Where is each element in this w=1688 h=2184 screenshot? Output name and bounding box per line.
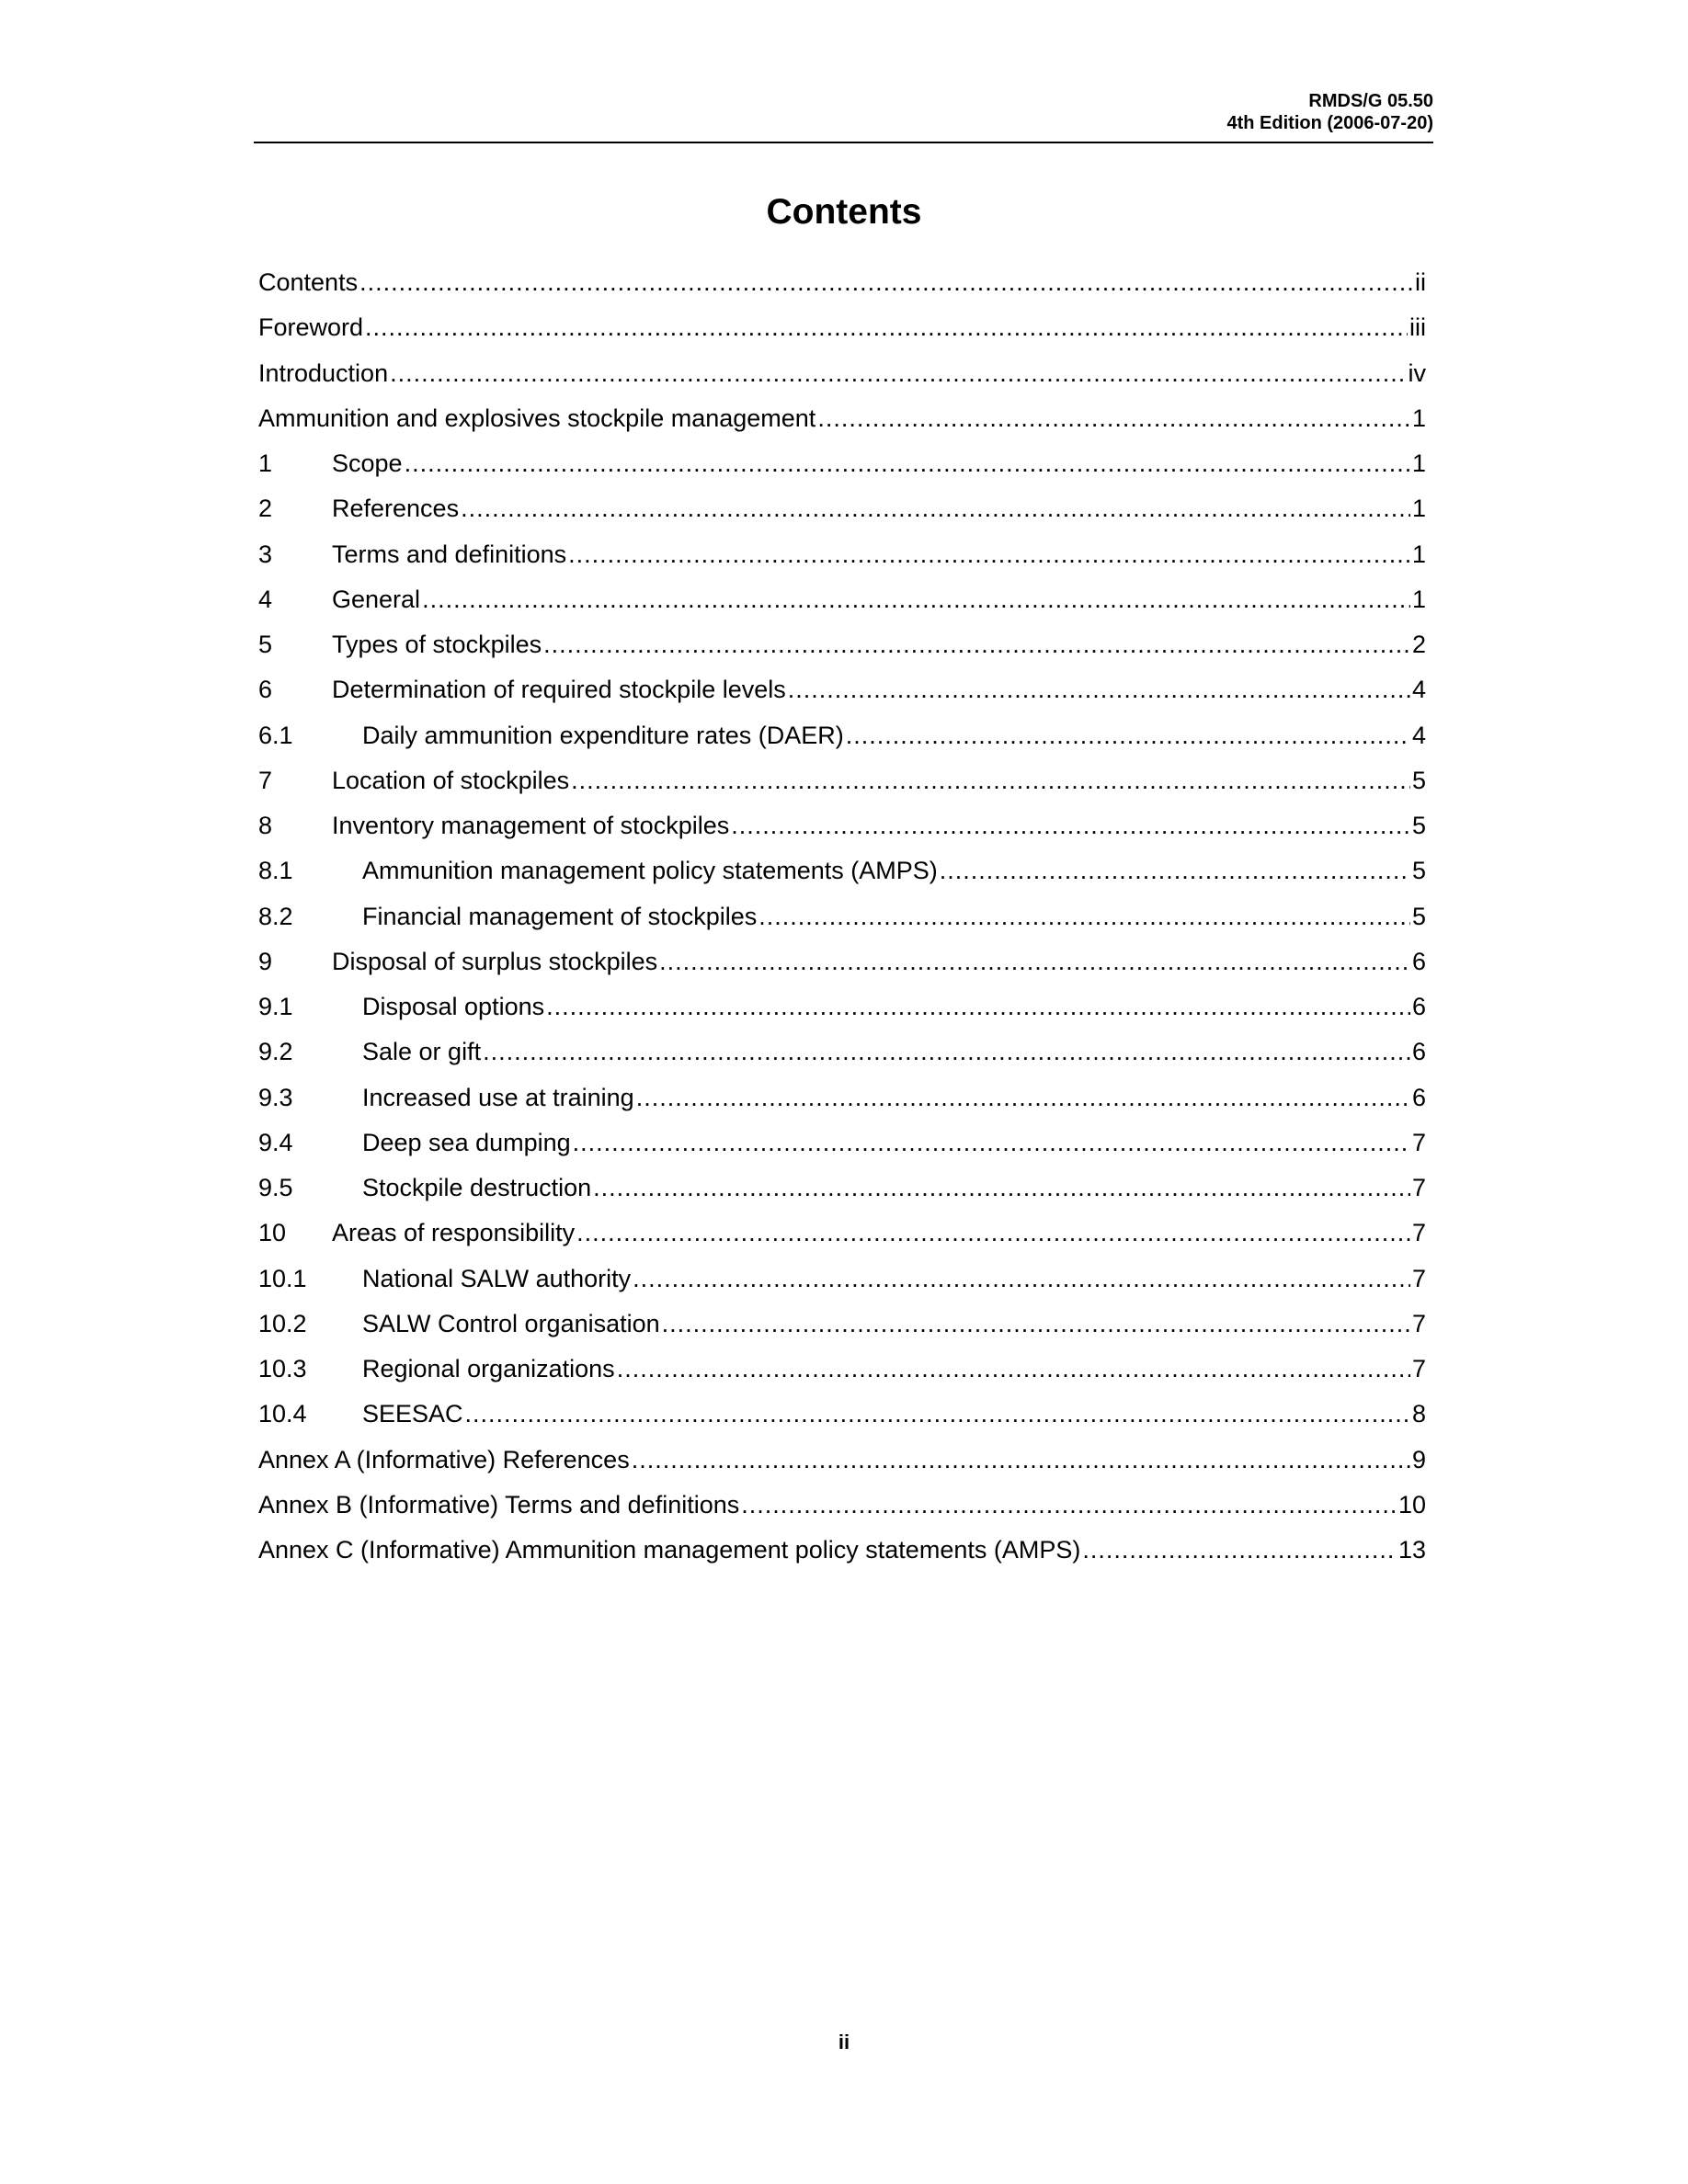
toc-dot-leader <box>741 1483 1397 1528</box>
header-divider <box>254 142 1433 143</box>
toc-entry-page: 6 <box>1411 993 1426 1020</box>
toc-entry-label: Determination of required stockpile levels <box>332 676 786 704</box>
toc-entry-label: Stockpile destruction <box>362 1174 592 1201</box>
toc-dot-leader <box>465 1392 1410 1437</box>
toc-entry-label: SEESAC <box>362 1400 463 1428</box>
toc-entry-number: 10 <box>258 1219 287 1247</box>
toc-dot-leader <box>573 1120 1410 1166</box>
toc-entry[interactable] <box>258 1483 1426 1528</box>
edition-label: 4th Edition (2006-07-20) <box>1226 113 1433 133</box>
toc-entry-label: Financial management of stockpiles <box>362 902 758 930</box>
toc-dot-leader <box>359 260 1413 305</box>
toc-entry-number: 10.2 <box>258 1309 307 1337</box>
toc-entry-number: 7 <box>258 766 273 794</box>
toc-entry-number: 10.1 <box>258 1264 307 1292</box>
toc-dot-leader <box>483 1029 1410 1075</box>
toc-dot-leader <box>659 939 1410 984</box>
toc-dot-leader <box>546 984 1410 1029</box>
toc-entry-label: Contents <box>258 268 359 296</box>
toc-entry[interactable] <box>258 1257 1426 1302</box>
toc-entry-number: 10.4 <box>258 1400 307 1428</box>
toc-entry-label: Scope <box>332 449 403 477</box>
toc-entry-page: iv <box>1408 358 1426 387</box>
toc-entry[interactable] <box>258 1075 1426 1120</box>
toc-entry-page: 7 <box>1411 1128 1426 1156</box>
toc-entry-label: Types of stockpiles <box>332 631 542 658</box>
toc-entry-number: 5 <box>258 631 273 658</box>
toc-entry-page: 7 <box>1411 1309 1426 1337</box>
toc-entry-label: General <box>332 585 421 613</box>
toc-entry-page: 5 <box>1411 902 1426 930</box>
toc-entry-number: 10.3 <box>258 1355 307 1382</box>
toc-entry[interactable] <box>258 803 1426 848</box>
toc-entry-page: 7 <box>1411 1219 1426 1247</box>
toc-dot-leader <box>568 532 1410 577</box>
toc-entry-label: Foreword <box>258 313 364 342</box>
toc-entry[interactable] <box>258 622 1426 667</box>
toc-entry[interactable] <box>258 894 1426 939</box>
page-header <box>254 90 1433 134</box>
toc-entry-page: 1 <box>1411 404 1426 432</box>
toc-entry-label: SALW Control organisation <box>362 1309 660 1337</box>
toc-entry-number: 9.5 <box>258 1174 293 1201</box>
toc-dot-leader <box>365 305 1408 350</box>
toc-entry[interactable] <box>258 667 1426 712</box>
toc-entry-label: Ammunition and explosives stockpile management <box>258 404 816 432</box>
toc-entry[interactable] <box>258 305 1426 350</box>
toc-dot-leader <box>662 1302 1410 1347</box>
toc-entry-page: 6 <box>1411 1038 1426 1066</box>
toc-entry[interactable] <box>258 486 1426 531</box>
toc-dot-leader <box>817 396 1410 441</box>
toc-entry-number: 8.2 <box>258 902 293 930</box>
toc-entry[interactable] <box>258 939 1426 984</box>
toc-entry[interactable] <box>258 260 1426 305</box>
toc-entry-page: 5 <box>1411 812 1426 839</box>
toc-entry-page: 1 <box>1411 495 1426 523</box>
toc-dot-leader <box>422 577 1410 622</box>
toc-entry[interactable] <box>258 984 1426 1029</box>
toc-entry[interactable] <box>258 351 1426 396</box>
toc-entry-label: Areas of responsibility <box>332 1219 576 1247</box>
toc-entry-page: 10 <box>1397 1490 1426 1519</box>
toc-entry-page: 6 <box>1411 947 1426 975</box>
toc-entry-number: 1 <box>258 449 273 477</box>
toc-entry-page: 2 <box>1411 631 1426 658</box>
toc-dot-leader <box>571 758 1410 803</box>
toc-entry-page: 7 <box>1411 1174 1426 1201</box>
toc-dot-leader <box>940 848 1410 893</box>
toc-entry-label: Inventory management of stockpiles <box>332 812 730 839</box>
toc-dot-leader <box>731 803 1410 848</box>
toc-entry-number: 9.1 <box>258 993 293 1020</box>
toc-dot-leader <box>617 1347 1410 1392</box>
toc-entry-label: Introduction <box>258 358 389 387</box>
toc-entry-page: 5 <box>1411 857 1426 885</box>
toc-entry-number: 9 <box>258 947 273 975</box>
toc-entry-label: Ammunition management policy statements (AMPS) <box>362 857 938 885</box>
toc-dot-leader <box>633 1257 1410 1302</box>
toc-entry-label: Deep sea dumping <box>362 1128 571 1156</box>
toc-entry-page: 7 <box>1411 1355 1426 1382</box>
toc-entry-label: Daily ammunition expenditure rates (DAER) <box>362 721 844 749</box>
toc-entry-label: Regional organizations <box>362 1355 615 1382</box>
toc-entry-label: Disposal options <box>362 993 545 1020</box>
toc-entry-number: 9.4 <box>258 1128 293 1156</box>
toc-dot-leader <box>632 1438 1410 1483</box>
toc-dot-leader <box>758 894 1410 939</box>
toc-entry-label: Sale or gift <box>362 1038 482 1066</box>
toc-entry-number: 6 <box>258 676 273 704</box>
toc-dot-leader <box>788 667 1410 712</box>
table-of-contents <box>258 260 1426 1573</box>
toc-entry[interactable] <box>258 1211 1426 1256</box>
toc-entry-label: Disposal of surplus stockpiles <box>332 947 658 975</box>
toc-entry-page: 8 <box>1411 1400 1426 1428</box>
toc-entry-page: 5 <box>1411 766 1426 794</box>
toc-entry-label: National SALW authority <box>362 1264 632 1292</box>
toc-entry-number: 4 <box>258 585 273 613</box>
toc-entry-page: 9 <box>1411 1445 1426 1473</box>
toc-entry-label: Location of stockpiles <box>332 766 570 794</box>
toc-entry-label: Annex B (Informative) Terms and definitions <box>258 1490 740 1519</box>
toc-entry[interactable] <box>258 1029 1426 1075</box>
toc-entry-number: 9.2 <box>258 1038 293 1066</box>
toc-entry-page: 4 <box>1411 721 1426 749</box>
toc-entry-number: 8.1 <box>258 857 293 885</box>
toc-entry[interactable] <box>258 577 1426 622</box>
toc-entry-page: 13 <box>1397 1536 1426 1564</box>
toc-entry[interactable] <box>258 1392 1426 1437</box>
toc-entry-label: Annex C (Informative) Ammunition management policy statements (AMPS) <box>258 1536 1081 1564</box>
toc-dot-leader <box>846 713 1410 758</box>
toc-dot-leader <box>543 622 1410 667</box>
toc-entry-label: References <box>332 495 460 523</box>
toc-entry-page: iii <box>1409 313 1426 342</box>
toc-dot-leader <box>461 486 1410 531</box>
toc-entry[interactable] <box>258 848 1426 893</box>
toc-entry-page: ii <box>1415 268 1426 296</box>
page-number: ii <box>838 2030 850 2053</box>
toc-entry[interactable] <box>258 713 1426 758</box>
toc-entry[interactable] <box>258 1347 1426 1392</box>
toc-entry-page: 6 <box>1411 1083 1426 1111</box>
toc-dot-leader <box>593 1166 1410 1211</box>
toc-entry[interactable] <box>258 1302 1426 1347</box>
toc-dot-leader <box>405 441 1410 486</box>
document-id: RMDS/G 05.50 <box>1308 91 1433 111</box>
toc-dot-leader <box>576 1211 1410 1256</box>
toc-dot-leader <box>1082 1528 1397 1573</box>
toc-entry[interactable] <box>258 1438 1426 1483</box>
toc-entry-page: 4 <box>1411 676 1426 704</box>
toc-entry[interactable] <box>258 1120 1426 1166</box>
toc-entry-number: 9.3 <box>258 1083 293 1111</box>
toc-entry[interactable] <box>258 1528 1426 1573</box>
toc-entry-number: 3 <box>258 540 273 568</box>
toc-entry[interactable] <box>258 758 1426 803</box>
toc-dot-leader <box>636 1075 1410 1120</box>
toc-entry-number: 6.1 <box>258 721 293 749</box>
toc-entry-number: 2 <box>258 495 273 523</box>
toc-entry[interactable] <box>258 1166 1426 1211</box>
toc-dot-leader <box>390 351 1406 396</box>
toc-entry-label: Annex A (Informative) References <box>258 1445 630 1473</box>
toc-entry-label: Terms and definitions <box>332 540 567 568</box>
toc-entry[interactable] <box>258 532 1426 577</box>
toc-entry-page: 1 <box>1411 585 1426 613</box>
toc-entry[interactable] <box>258 396 1426 441</box>
toc-entry-page: 7 <box>1411 1264 1426 1292</box>
toc-entry-label: Increased use at training <box>362 1083 634 1111</box>
toc-entry[interactable] <box>258 441 1426 486</box>
page-title: Contents <box>766 192 922 232</box>
toc-entry-page: 1 <box>1411 449 1426 477</box>
toc-entry-page: 1 <box>1411 540 1426 568</box>
toc-entry-number: 8 <box>258 812 273 839</box>
